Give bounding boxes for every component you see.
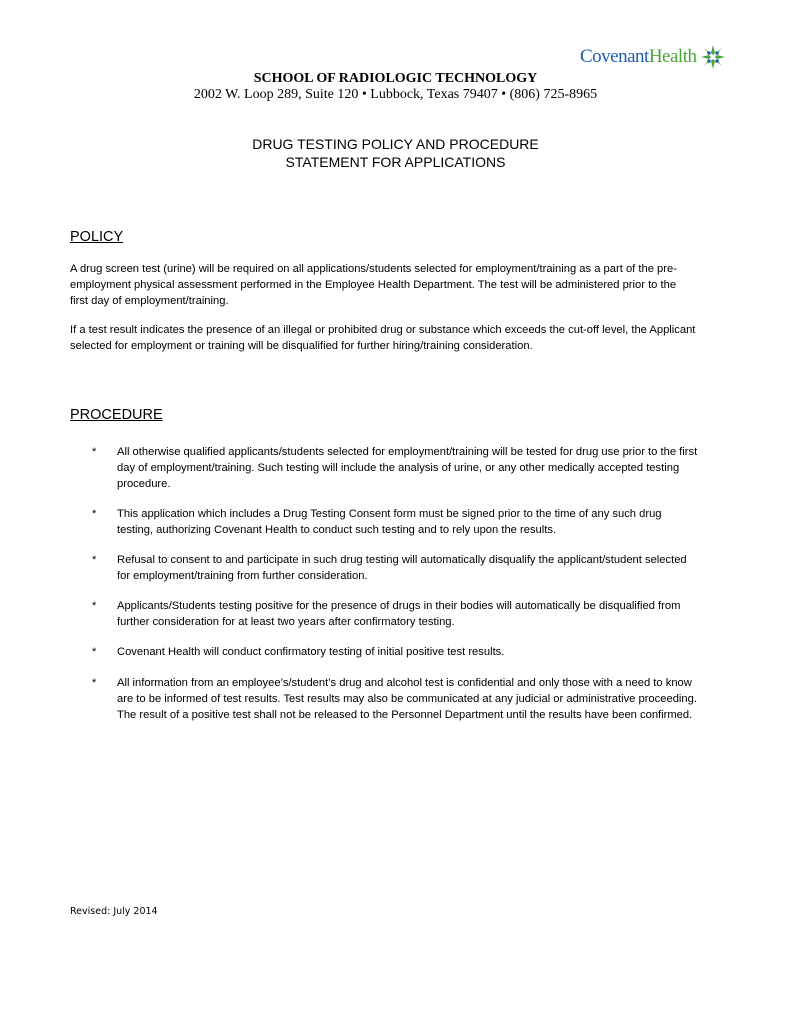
procedure-item [117, 507, 662, 539]
text-line: employment physical assessment performed in the Employee Health Department. The test will be administered prior to the [70, 278, 677, 291]
text-line: for employment/training from further consideration. [117, 569, 368, 582]
text-line: The result of a positive test shall not be released to the Personnel Department until the results have been confirmed. [117, 708, 693, 721]
text-line: further consideration for at least two years after confirmatory testing. [117, 615, 455, 628]
logo-text-covenant: Covenant [580, 46, 649, 67]
school-address: 2002 W. Loop 289, Suite 120 • Lubbock, Texas 79407 • (806) 725-8965 [193, 87, 598, 102]
procedure-item [117, 645, 504, 661]
text-line: A drug screen test (urine) will be required on all applications/students selected for employment/training as a part of the pre- [70, 263, 677, 275]
text-line: Applicants/Students testing positive for the presence of drugs in their bodies will automatically be disqualified from [117, 600, 681, 612]
procedure-item [117, 445, 697, 492]
logo-emblem-icon [700, 44, 726, 70]
document-title-line2: STATEMENT FOR APPLICATIONS [285, 154, 506, 170]
text-line: testing, authorizing Covenant Health to conduct such testing and to rely upon the results. [117, 523, 557, 536]
text-line: procedure. [117, 477, 171, 490]
text-line: first day of employment/training. [70, 294, 229, 307]
bullet-star: * [92, 554, 97, 566]
text-line: Refusal to consent to and participate in such drug testing will automatically disqualify the applicant/student selected [117, 554, 687, 566]
bullet-star: * [92, 646, 97, 658]
document-title-line1: DRUG TESTING POLICY AND PROCEDURE [252, 136, 539, 152]
procedure-item [117, 599, 680, 631]
revised-date: Revised: July 2014 [70, 906, 158, 917]
logo-text-health: Health [648, 46, 697, 67]
text-line: day of employment/training. Such testing will include the analysis of urine, or any other medically accepted testing [117, 461, 680, 474]
text-line: Covenant Health will conduct confirmatory testing of initial positive test results. [117, 646, 505, 658]
school-name: SCHOOL OF RADIOLOGIC TECHNOLOGY [253, 71, 538, 86]
bullet-star: * [92, 677, 97, 689]
text-line: are to be informed of test results. Test results may also be communicated at any judicial or administrative proceeding. [117, 692, 697, 705]
text-line: All otherwise qualified applicants/students selected for employment/training will be tested for drug use prior to the first [117, 446, 698, 458]
bullet-star: * [92, 600, 97, 612]
procedure-item [117, 553, 687, 585]
covenant-health-logo [580, 44, 726, 70]
text-line: If a test result indicates the presence of an illegal or prohibited drug or substance which exceeds the cut-off level, the Applicant [70, 324, 696, 336]
policy-heading: POLICY [70, 229, 124, 245]
text-line: All information from an employee’s/student’s drug and alcohol test is confidential and only those with a need to know [117, 677, 692, 689]
procedure-item [117, 676, 697, 723]
policy-paragraph [70, 323, 695, 355]
policy-paragraph [70, 262, 677, 309]
text-line: This application which includes a Drug Testing Consent form must be signed prior to the time of any such drug [117, 508, 662, 520]
bullet-star: * [92, 508, 97, 520]
procedure-heading: PROCEDURE [70, 407, 163, 423]
bullet-star: * [92, 446, 97, 458]
text-line: selected for employment or training will be disqualified for further hiring/training consideration. [70, 339, 533, 352]
